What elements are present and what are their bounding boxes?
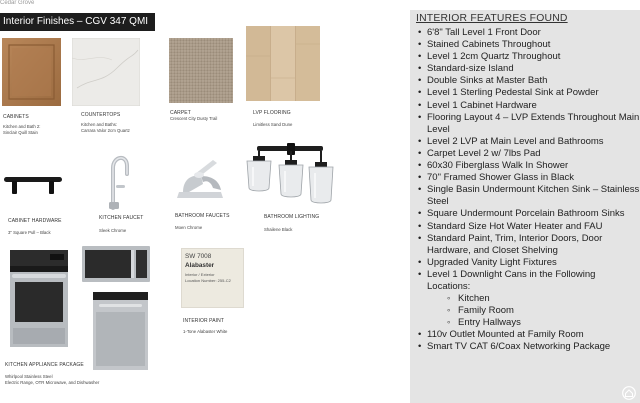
feature-item: • Upgraded Vanity Light Fixtures (414, 257, 640, 269)
bathroom-lighting-label: BATHROOM LIGHTING (264, 214, 320, 220)
cabinet-pull-icon (4, 174, 62, 196)
bathroom-faucet-icon (175, 158, 225, 200)
microwave-icon (82, 246, 150, 282)
feature-item: • Level 1 Sterling Pedestal Sink at Powder (414, 87, 640, 99)
feature-item: • Level 1 2cm Quartz Throughout (414, 51, 640, 63)
home-watermark-icon (622, 386, 636, 400)
range-icon (10, 250, 68, 347)
downlight-location: ◦ Kitchen (414, 293, 640, 305)
feature-item: • Double Sinks at Master Bath (414, 75, 640, 87)
feature-item: • Flooring Layout 4 – LVP Extends Throughout Main Level (414, 112, 640, 136)
paint-chip (181, 248, 244, 308)
carpet-label: CARPET (170, 110, 191, 116)
feature-item: • 110v Outlet Mounted at Family Room (414, 329, 640, 341)
paint-label: INTERIOR PAINT (183, 318, 225, 324)
kitchen-faucet-detail-1: Sleek Chrome (99, 228, 127, 233)
page-title: Interior Finishes – CGV 347 QMI (0, 13, 155, 31)
appliances-detail-1: Whirlpool Stainless Steel (5, 374, 53, 379)
feature-item: • Carpet Level 2 w/ 7lbs Pad (414, 148, 640, 160)
feature-item: • Single Basin Undermount Kitchen Sink – Stainless Steel (414, 184, 640, 208)
paint-chip-code: SW 7008 (185, 253, 212, 260)
kitchen-faucet-label: KITCHEN FAUCET (99, 215, 144, 221)
feature-item: • 70" Framed Shower Glass in Black (414, 172, 640, 184)
lvp-detail-1: Limitless Sand Dune (253, 122, 293, 127)
dishwasher-icon (93, 292, 148, 370)
downlight-location: ◦ Family Room (414, 305, 640, 317)
feature-item: • Square Undermount Porcelain Bathroom Sinks (414, 208, 640, 220)
paint-chip-line-2: Location Number: 255-C2 (185, 278, 231, 283)
feature-item: • Level 2 LVP at Main Level and Bathrooms (414, 136, 640, 148)
cabinet-hardware-label: CABINET HARDWARE (8, 218, 62, 224)
feature-item: • Level 1 Downlight Cans in the Following Locations: (414, 269, 640, 293)
feature-item: • Level 1 Cabinet Hardware (414, 100, 640, 112)
feature-item: • Standard-size Island (414, 63, 640, 75)
source-label: Cedar Grove (0, 0, 35, 6)
cabinet-hardware-detail-1: 3" Square Pull – Black (8, 230, 51, 235)
cabinets-label: CABINETS (3, 114, 29, 120)
countertops-label: COUNTERTOPS (81, 112, 121, 118)
features-title: INTERIOR FEATURES FOUND (416, 13, 568, 24)
interior-features-panel (410, 10, 640, 403)
paint-chip-line-1: Interior / Exterior (185, 272, 215, 277)
appliances-detail-2: Electric Range, OTR Microwave, and Dishwasher (5, 380, 100, 385)
feature-item: • Stained Cabinets Throughout (414, 39, 640, 51)
lvp-label: LVP FLOORING (253, 110, 291, 116)
paint-chip-name: Alabaster (185, 262, 215, 269)
countertops-swatch (72, 38, 140, 106)
kitchen-faucet-icon (100, 150, 130, 210)
features-list (414, 27, 640, 354)
cabinets-detail-1: Kitchen and Bath 2: (3, 124, 41, 129)
carpet-swatch (169, 38, 233, 103)
downlight-location: ◦ Entry Hallways (414, 317, 640, 329)
vanity-light-icon (243, 142, 339, 208)
appliances-label: KITCHEN APPLIANCE PACKAGE (5, 362, 84, 368)
paint-detail-1: 1-Tone Alabaster White (183, 329, 228, 334)
feature-item: • Standard Size Hot Water Heater and FAU (414, 221, 640, 233)
bathroom-lighting-detail-1: Shailene Black (264, 227, 293, 232)
bathroom-faucets-detail-1: Moen Chrome (175, 225, 203, 230)
feature-item: • Standard Paint, Trim, Interior Doors, Door Hardware, and Closet Shelving (414, 233, 640, 257)
feature-item: • 6'8" Tall Level 1 Front Door (414, 27, 640, 39)
carpet-detail-1: Crescent City Dusty Trail (170, 116, 218, 121)
bathroom-faucets-label: BATHROOM FAUCETS (175, 213, 230, 219)
countertops-detail-1: Kitchen and Baths: (81, 122, 118, 127)
feature-item: • 60x30 Fiberglass Walk In Shower (414, 160, 640, 172)
cabinets-swatch (2, 38, 61, 106)
countertops-detail-2: Carrara Valor 2cm Quartz (81, 128, 130, 133)
feature-item: • Smart TV CAT 6/Coax Networking Package (414, 341, 640, 353)
lvp-swatch (246, 26, 320, 101)
cabinets-detail-2: Sinclair Quill Stain (3, 130, 38, 135)
